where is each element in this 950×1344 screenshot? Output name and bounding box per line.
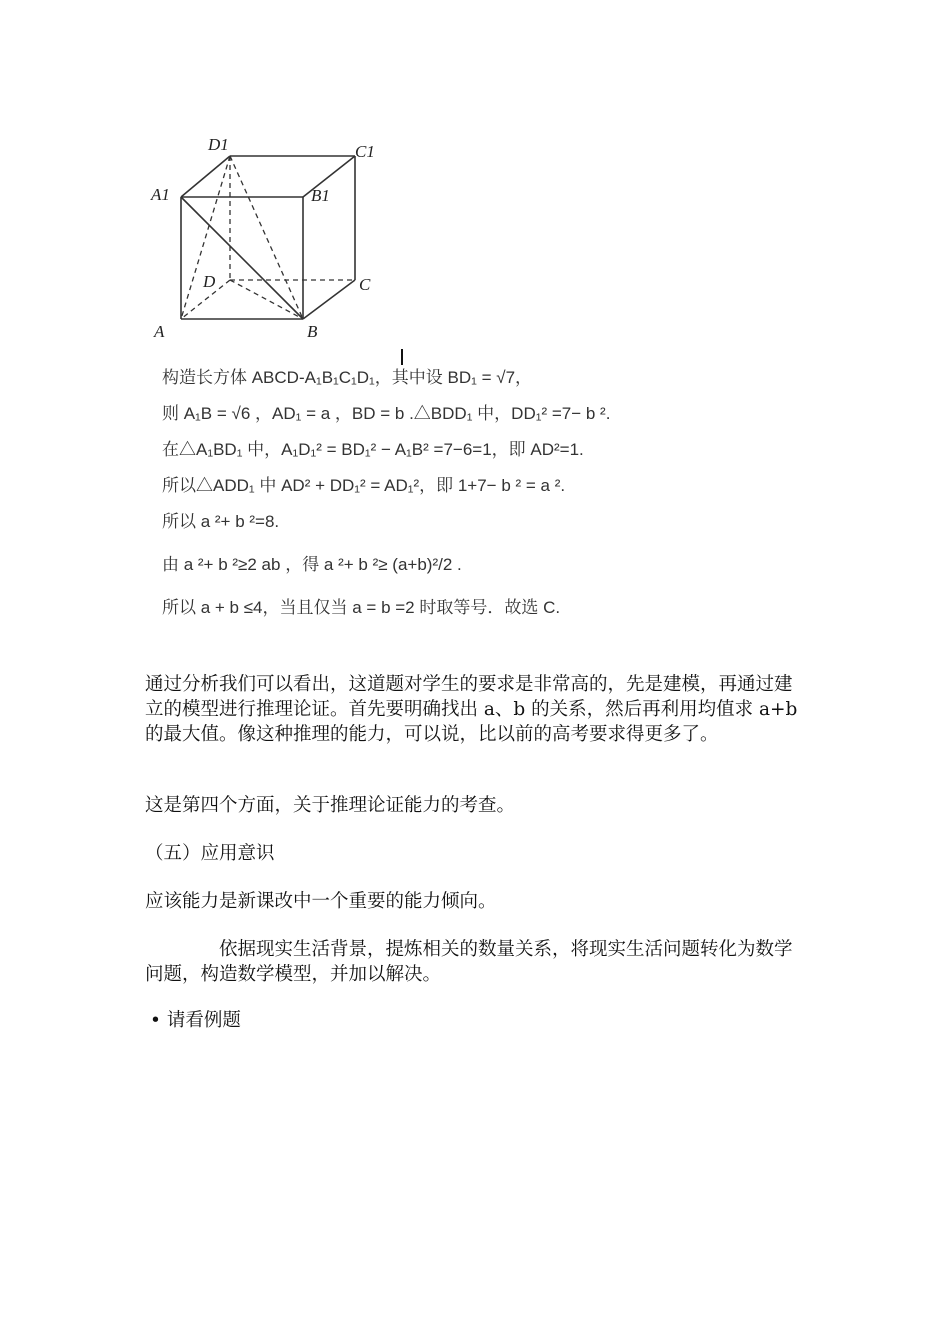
label-b1: B1 — [311, 186, 330, 205]
label-c: C — [359, 275, 371, 294]
intro-paragraph: 应该能力是新课改中一个重要的能力倾向。 — [145, 891, 497, 912]
solution-line-6: 由 a ²+ b ²≥2 ab ，得 a ²+ b ²≥ (a+b)²/2 . — [162, 555, 462, 574]
diag-bd1 — [230, 156, 303, 319]
label-a1: A1 — [151, 185, 170, 204]
diag-ad1 — [181, 156, 230, 319]
solution-line-5: 所以 a ²+ b ²=8. — [162, 512, 280, 531]
solution-line-7: 所以 a + b ≤4，当且仅当 a = b =2 时取等号．故选 C. — [162, 598, 561, 617]
analysis-paragraph: 通过分析我们可以看出，这道题对学生的要求是非常高的，先是建模，再通过建立的模型进行推理论证。首先要明确找出 a、b 的关系，然后再利用均值求 a+b 的最大值。像这种推理的能力，可以说，比以前的高考要求得更多了。 — [145, 674, 798, 745]
solution-line-1: 构造长方体 ABCD-A₁B₁C₁D₁，其中设 BD₁ = √7， — [162, 368, 533, 387]
solution-line-2: 则 A₁B = √6 ，AD₁ = a ，BD = b .△BDD₁ 中，DD₁² =7− b ². — [162, 404, 611, 423]
solution-block — [162, 360, 722, 626]
example-item — [150, 1008, 815, 1033]
label-c1: C1 — [355, 142, 375, 161]
label-a: A — [154, 322, 165, 341]
example-label: 请看例题 — [166, 1010, 241, 1031]
label-b: B — [307, 322, 318, 341]
cuboid-figure — [150, 130, 390, 345]
diag-a1b — [181, 197, 303, 319]
description-paragraph: 依据现实生活背景，提炼相关的数量关系，将现实生活问题转化为数学问题，构造数学模型，并加以解决。 — [145, 939, 793, 985]
label-d1: D1 — [208, 135, 229, 154]
cuboid-diagram — [150, 130, 390, 345]
edge-bc — [303, 280, 355, 319]
section-heading: （五）应用意识 — [145, 843, 275, 864]
solution-line-3: 在△A₁BD₁ 中，A₁D₁² = BD₁² − A₁B² =7−6=1，即 AD²=1. — [162, 440, 584, 459]
bullet-icon: • — [150, 1010, 161, 1031]
label-d: D — [203, 272, 216, 291]
edge-a1d1 — [181, 156, 230, 197]
diag-bd — [230, 280, 303, 319]
solution-line-4: 所以△ADD₁ 中 AD² + DD₁² = AD₁²，即 1+7− b ² = a ². — [162, 476, 566, 495]
summary-paragraph: 这是第四个方面，关于推理论证能力的考查。 — [145, 795, 516, 816]
